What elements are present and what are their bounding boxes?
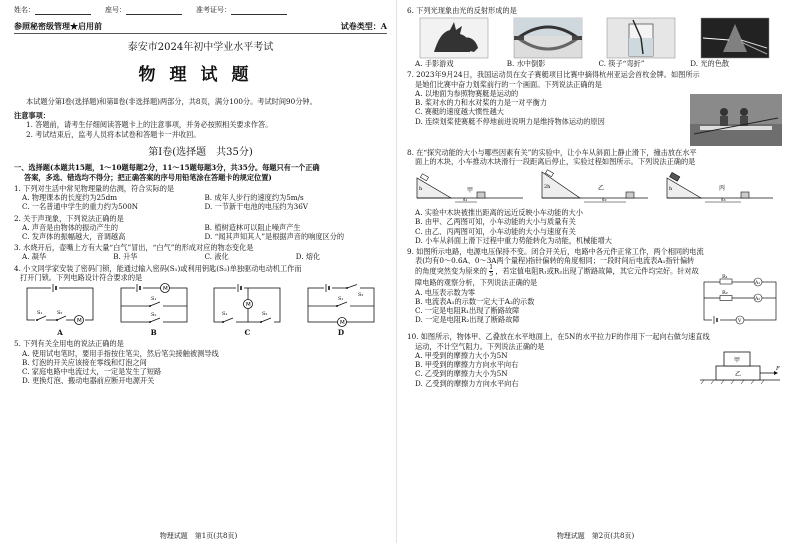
question-6 bbox=[407, 6, 782, 68]
page-footer: 物理试题 第1页(共8页) bbox=[159, 532, 238, 541]
figure-jia bbox=[415, 168, 525, 206]
option-d: D. 更换灯泡、搬动电器前应断开电源开关 bbox=[22, 376, 155, 386]
height-label: h bbox=[668, 186, 672, 193]
question-10 bbox=[407, 332, 782, 387]
question-stem: 5. 下列有关全用电的说法正确的是 bbox=[14, 339, 124, 349]
section-instruction: 一、选择题(本题共15题，1～10题每题2分，11～15题每题3分，共35分。每题只有一个正确 bbox=[14, 163, 320, 173]
option-c: C. 由乙、丙两图可知，小车动能的大小与速度有关 bbox=[415, 226, 576, 236]
option-b: B. 由甲、乙两图可知，小车动能的大小与质量有关 bbox=[415, 217, 576, 227]
subject-title: 物理试题 bbox=[138, 65, 263, 86]
q9-circuit-diagram bbox=[698, 274, 782, 330]
option-b: B. 植树造林可以阻止噪声产生 bbox=[204, 222, 301, 232]
circuit-b-diagram bbox=[115, 284, 193, 328]
page-footer: 物理试题 第2页(共8页) bbox=[556, 532, 635, 541]
circuit-d bbox=[301, 284, 381, 337]
question-stem: 是她们比赛中奋力划桨前行的一个画面。下列说法正确的是 bbox=[415, 79, 602, 89]
question-stem: ，若定值电阻R₁或R₂出现了断路故障，其它元件均完好。针对故 bbox=[495, 266, 699, 276]
option-d: D. 熔化 bbox=[295, 252, 321, 262]
circuit-a-diagram bbox=[21, 284, 99, 328]
option-c: C. 一定是电阻R₁出现了断路故障 bbox=[415, 306, 520, 316]
question-stem: 10. 如图所示，物体甲、乙叠放在水平地面上，在5N的水平拉力F的作用下一起向右做匀速直线 bbox=[407, 332, 710, 342]
experiment-figures bbox=[407, 168, 782, 206]
option-label: C bbox=[244, 328, 251, 338]
option-b: B. 成年人步行的速度约为5m/s bbox=[204, 193, 304, 203]
distance-label: s₂ bbox=[601, 197, 607, 204]
option-d: D. “闻其声知其人”是根据声音的响度区分的 bbox=[204, 231, 345, 241]
question-stem: 面上的木块，小车推动木块滑行一段距离后停止，实验过程如图所示。下列说法正确的是 bbox=[415, 156, 696, 166]
question-stem: 2. 关于声现象，下列说法正确的是 bbox=[14, 213, 124, 223]
option-d: D. 光的色散 bbox=[690, 59, 730, 69]
question-stem: 6. 下列光现象由光的反射形成的是 bbox=[407, 6, 517, 15]
switch-label: S₂ bbox=[150, 312, 157, 319]
exam-title: 泰安市2024年初中学业水平考试 bbox=[127, 42, 274, 54]
figure-label: 乙 bbox=[597, 185, 604, 193]
question-stem: 的角度突然变为原来的 bbox=[415, 266, 487, 276]
candidate-info bbox=[14, 6, 387, 15]
question-stem: 3. 水烧开后，壶嘴上方有大量“白气”冒出，“白气”的形成对应的物态变化是 bbox=[14, 243, 254, 253]
figure-yi bbox=[540, 168, 650, 206]
switch-label: S₁ bbox=[150, 296, 157, 303]
notes-title: 注意事项： bbox=[14, 111, 50, 120]
option-b: B. 桨对水的力和水对桨的力是一对平衡力 bbox=[415, 98, 548, 108]
circuit-d-diagram bbox=[302, 284, 380, 328]
option-label: D bbox=[337, 328, 345, 338]
note-item: 2. 考试结束后，监考人员将本试卷和答题卡一并收回。 bbox=[26, 130, 201, 140]
switch-label: S₁ bbox=[337, 296, 344, 303]
motor-label: M bbox=[77, 318, 82, 325]
option-a: A. 实验中木块被推出距离的远近反映小车动能的大小 bbox=[415, 208, 583, 218]
option-b: B. 灯泡的开关应该接在零线和灯泡之间 bbox=[22, 357, 147, 367]
option-a: A. 使用试电笔时，要用手指按住笔尖，然后笔尖接触被测导线 bbox=[22, 348, 219, 358]
option-d: D. 一定是电阻R₂出现了断路故障 bbox=[415, 315, 520, 325]
fraction-denominator: 5 bbox=[489, 271, 494, 279]
option-c: C. 筷子“弯折” bbox=[598, 59, 645, 69]
option-label: A bbox=[57, 328, 63, 338]
question-stem: 4. 小文同学家安装了密码门锁，能通过输入密码(S₁)或利用钥匙(S₂)单独驱动电动机工作而 bbox=[14, 263, 302, 273]
option-a: A. 电压表示数为零 bbox=[415, 287, 476, 297]
exam-no-label: 准考证号： bbox=[196, 6, 231, 15]
force-label: F bbox=[776, 365, 780, 372]
option-d: D. 连续划桨使赛艇不停地前进说明力是维持物体运动的原因 bbox=[415, 116, 605, 126]
circuit-c-diagram bbox=[208, 284, 286, 328]
figure-label: 甲 bbox=[466, 187, 473, 195]
option-a: A. 手影游戏 bbox=[415, 59, 454, 69]
water-reflection-image bbox=[514, 18, 582, 58]
circuit-b bbox=[114, 284, 194, 337]
distance-label: s₁ bbox=[462, 197, 468, 204]
question-stem: 表(均有0～0.6A、0～3A两个量程)指针偏转的角度相同；一段时间后电流表A₁指针偏转 bbox=[415, 256, 695, 266]
section-title: 第Ⅰ卷(选择题 共35分) bbox=[148, 146, 253, 158]
height-label: h bbox=[418, 186, 422, 193]
question-stem: 障电路的观察分析，下列说法正确的是 bbox=[415, 278, 538, 288]
block-jia-label: 甲 bbox=[734, 356, 741, 364]
note-item: 1. 答题前，请考生仔细阅读答题卡上的注意事项，并务必按照相关要求作答。 bbox=[26, 120, 273, 130]
question-6-images bbox=[407, 18, 782, 58]
fraction-numerator: 1 bbox=[489, 264, 494, 272]
page-2 bbox=[397, 0, 794, 543]
height-label: 2h bbox=[543, 184, 550, 191]
exam-no-blank[interactable] bbox=[231, 6, 287, 15]
figure-label: 丙 bbox=[718, 185, 725, 193]
q10-blocks-diagram bbox=[698, 342, 782, 386]
prism-dispersion-image bbox=[701, 18, 769, 58]
question-stem: 1. 下列对生活中常见物理量的估测，符合实际的是 bbox=[14, 183, 175, 193]
option-c: C. 液化 bbox=[204, 252, 229, 262]
option-a: A. 物理课本的长度约为25dm bbox=[22, 193, 118, 203]
bent-chopsticks-image bbox=[607, 18, 675, 58]
option-a: A. 甲受到的摩擦力大小为5N bbox=[415, 350, 508, 360]
section-instruction: 答案，多选、错选均不得分；把正确答案的序号用铅笔涂在答题卡的规定位置) bbox=[24, 172, 272, 182]
seat-blank[interactable] bbox=[126, 6, 182, 15]
rowing-photo bbox=[690, 94, 782, 146]
option-a: A. 声音是由物体的振动产生的 bbox=[22, 222, 119, 232]
motor-label: M bbox=[246, 302, 252, 309]
hand-shadow-image bbox=[420, 18, 488, 58]
question-stem: 9. 如图所示电路，电源电压保持不变。闭合开关后，电路中各元件正常工作，两个相同的电流 bbox=[407, 246, 704, 256]
option-d: D. 小车从斜面上滑下过程中重力势能转化为动能，机械能增大 bbox=[415, 235, 612, 245]
option-d: D. 乙受到的摩擦力方向水平向右 bbox=[415, 378, 519, 388]
figure-bing bbox=[665, 168, 775, 206]
option-c: C. 一名普通中学生的重力约为500N bbox=[22, 202, 139, 212]
paper-type: 试卷类型：A bbox=[340, 21, 387, 31]
intro-text: 本试题分第Ⅰ卷(选择题)和第Ⅱ卷(非选择题)两部分，共8页，满分100分。考试时间90分钟。 bbox=[26, 96, 317, 106]
question-1 bbox=[14, 184, 387, 212]
circuit-c bbox=[207, 284, 287, 337]
name-blank[interactable] bbox=[35, 6, 91, 15]
switch-label: S₁ bbox=[37, 310, 43, 317]
question-9 bbox=[407, 247, 782, 330]
question-stem: 运动，不计空气阻力。下列说法正确的是 bbox=[415, 341, 545, 351]
option-c: C. 乙受到的摩擦力大小为5N bbox=[415, 369, 508, 379]
question-4 bbox=[14, 264, 387, 338]
circuit-a bbox=[20, 284, 100, 337]
voltmeter-label: V bbox=[738, 319, 742, 325]
option-b: B. 升华 bbox=[113, 252, 138, 262]
question-stem: 8. 在“探究动能的大小与哪些因素有关”的实验中，让小车从斜面上静止滑下，撞击放在水平 bbox=[407, 147, 697, 157]
ammeter-label: A₂ bbox=[755, 297, 761, 303]
switch-label: S₁ bbox=[222, 311, 228, 318]
option-c: C. 发声体的振幅越大，音调越高 bbox=[22, 231, 126, 241]
seat-label: 座号： bbox=[105, 6, 126, 15]
motor-label: M bbox=[162, 286, 168, 293]
resistor-label: R₁ bbox=[722, 274, 728, 281]
distance-label: s₃ bbox=[720, 197, 726, 204]
ammeter-label: A₁ bbox=[755, 281, 761, 287]
switch-label: S₂ bbox=[262, 311, 268, 318]
option-a: A. 凝华 bbox=[22, 252, 47, 262]
option-c: C. 赛艇的速度越大惯性越大 bbox=[415, 107, 504, 117]
block-yi-label: 乙 bbox=[735, 370, 742, 378]
circuit-diagrams bbox=[14, 282, 387, 337]
option-d: D. 一节新干电池的电压约为36V bbox=[204, 202, 308, 212]
option-label: B bbox=[150, 328, 157, 338]
question-5 bbox=[14, 339, 387, 385]
question-stem: 打开门锁。下列电路设计符合要求的是 bbox=[20, 272, 143, 282]
option-b: B. 电流表A₁的示数一定大于A₂的示数 bbox=[415, 296, 535, 306]
question-8 bbox=[407, 148, 782, 245]
option-b: B. 甲受到的摩擦力方向水平向右 bbox=[415, 360, 519, 370]
switch-label: S₂ bbox=[57, 310, 63, 317]
name-label: 姓名： bbox=[14, 6, 35, 15]
option-b: B. 水中倒影 bbox=[506, 59, 546, 69]
option-a: A. 以地面为参照物赛艇是运动的 bbox=[415, 88, 519, 98]
question-2 bbox=[14, 214, 387, 242]
question-stem: 7. 2023年9月24日，我国运动员在女子赛艇项目比赛中摘得杭州亚运会首枚金牌。如图所示 bbox=[407, 70, 700, 80]
resistor-label: R₂ bbox=[722, 290, 728, 297]
fraction bbox=[489, 265, 493, 278]
header-rule bbox=[14, 33, 387, 34]
confidential-mark: 参照秘密级管理★启用前 bbox=[14, 21, 102, 31]
option-c: C. 家庭电路中电流过大，一定是发生了短路 bbox=[22, 366, 162, 376]
question-7 bbox=[407, 70, 782, 145]
motor-label: M bbox=[339, 320, 345, 327]
question-3 bbox=[14, 243, 387, 261]
switch-label: S₂ bbox=[357, 292, 364, 299]
